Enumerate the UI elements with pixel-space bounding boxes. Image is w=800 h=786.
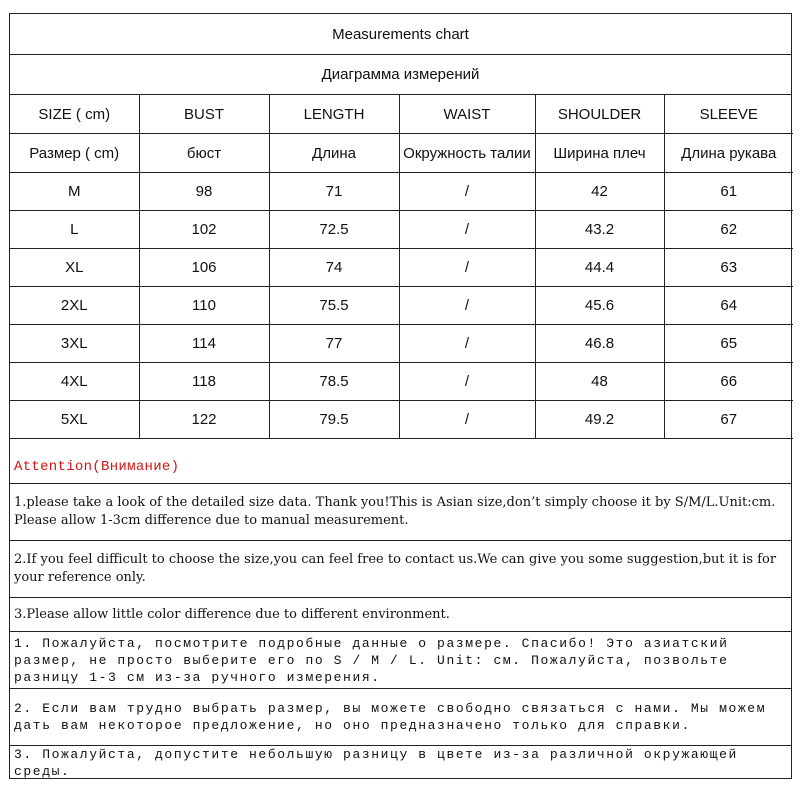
cell-sleeve: 61 — [664, 173, 793, 211]
attention-heading: Attention(Внимание) — [10, 446, 791, 484]
measurements-sheet — [9, 13, 792, 779]
cell-sleeve: 64 — [664, 287, 793, 325]
cell-size: M — [10, 173, 139, 211]
cell-sleeve: 66 — [664, 363, 793, 401]
cell-sleeve: 63 — [664, 249, 793, 287]
note-text: 2.If you feel difficult to choose the size,you can feel free to contact us.We can give you some suggestion,but it is for your reference only. — [14, 552, 777, 585]
cell-bust: 102 — [139, 211, 269, 249]
cell-sleeve: 67 — [664, 401, 793, 439]
cell-sleeve: 65 — [664, 325, 793, 363]
cell-bust: 122 — [139, 401, 269, 439]
header-shoulder-ru: Ширина плеч — [535, 134, 664, 173]
header-size-ru: Размер ( cm) — [10, 134, 139, 173]
header-sleeve-ru: Длина рукава — [664, 134, 793, 173]
cell-size: 4XL — [10, 363, 139, 401]
cell-waist: / — [399, 173, 535, 211]
cell-length: 72.5 — [269, 211, 399, 249]
table-row — [10, 325, 793, 363]
cell-shoulder: 46.8 — [535, 325, 664, 363]
note-en-2 — [10, 541, 791, 598]
note-en-1 — [10, 484, 791, 541]
cell-shoulder: 45.6 — [535, 287, 664, 325]
cell-waist: / — [399, 249, 535, 287]
header-length-ru: Длина — [269, 134, 399, 173]
cell-size: 2XL — [10, 287, 139, 325]
cell-bust: 98 — [139, 173, 269, 211]
header-bust-ru: бюст — [139, 134, 269, 173]
header-sleeve: SLEEVE — [664, 95, 793, 134]
cell-length: 78.5 — [269, 363, 399, 401]
header-waist-ru: Окружность талии — [399, 134, 535, 173]
cell-shoulder: 43.2 — [535, 211, 664, 249]
note-ru-3 — [10, 746, 791, 780]
cell-waist: / — [399, 287, 535, 325]
table-row — [10, 173, 793, 211]
cell-waist: / — [399, 211, 535, 249]
chart-title-ru: Диаграмма измерений — [10, 55, 791, 95]
table-row — [10, 249, 793, 287]
header-length: LENGTH — [269, 95, 399, 134]
cell-length: 75.5 — [269, 287, 399, 325]
cell-size: XL — [10, 249, 139, 287]
cell-length: 71 — [269, 173, 399, 211]
cell-size: 5XL — [10, 401, 139, 439]
table-row — [10, 363, 793, 401]
note-ru-2 — [10, 689, 791, 746]
note-ru-1 — [10, 632, 791, 689]
note-text: 2. Если вам трудно выбрать размер, вы можете свободно связаться с нами. Мы можем дать вам некоторое предложение, но оно предназначено только для справки. — [14, 701, 767, 733]
header-size: SIZE ( cm) — [10, 95, 139, 134]
note-en-3 — [10, 598, 791, 632]
table-row — [10, 287, 793, 325]
cell-bust: 118 — [139, 363, 269, 401]
cell-length: 77 — [269, 325, 399, 363]
size-table — [10, 95, 793, 439]
chart-title-en: Measurements chart — [10, 14, 791, 55]
note-text: 1. Пожалуйста, посмотрите подробные данные о размере. Спасибо! Это азиатский размер, не просто выберите его по S / M / L. Unit: см. Пожалуйста, позвольте разницу 1-3 см из-за ручного измерения. — [14, 635, 729, 685]
note-text: 1.please take a look of the detailed size data. Thank you!This is Asian size,don’t simply choose it by S/M/L.Unit:cm. Please allow 1-3cm difference due to manual measurement. — [14, 495, 776, 528]
cell-bust: 114 — [139, 325, 269, 363]
cell-bust: 106 — [139, 249, 269, 287]
cell-size: 3XL — [10, 325, 139, 363]
header-waist: WAIST — [399, 95, 535, 134]
cell-shoulder: 48 — [535, 363, 664, 401]
cell-waist: / — [399, 325, 535, 363]
note-text: 3. Пожалуйста, допустите небольшую разницу в цвете из-за различной окружающей среды. — [14, 747, 738, 779]
cell-shoulder: 44.4 — [535, 249, 664, 287]
cell-length: 74 — [269, 249, 399, 287]
header-row-en — [10, 95, 793, 134]
cell-sleeve: 62 — [664, 211, 793, 249]
cell-shoulder: 49.2 — [535, 401, 664, 439]
cell-size: L — [10, 211, 139, 249]
cell-waist: / — [399, 401, 535, 439]
cell-length: 79.5 — [269, 401, 399, 439]
header-row-ru — [10, 134, 793, 173]
table-row — [10, 211, 793, 249]
cell-waist: / — [399, 363, 535, 401]
table-row — [10, 401, 793, 439]
header-shoulder: SHOULDER — [535, 95, 664, 134]
note-text: 3.Please allow little color difference due to different environment. — [14, 606, 450, 622]
header-bust: BUST — [139, 95, 269, 134]
cell-shoulder: 42 — [535, 173, 664, 211]
cell-bust: 110 — [139, 287, 269, 325]
